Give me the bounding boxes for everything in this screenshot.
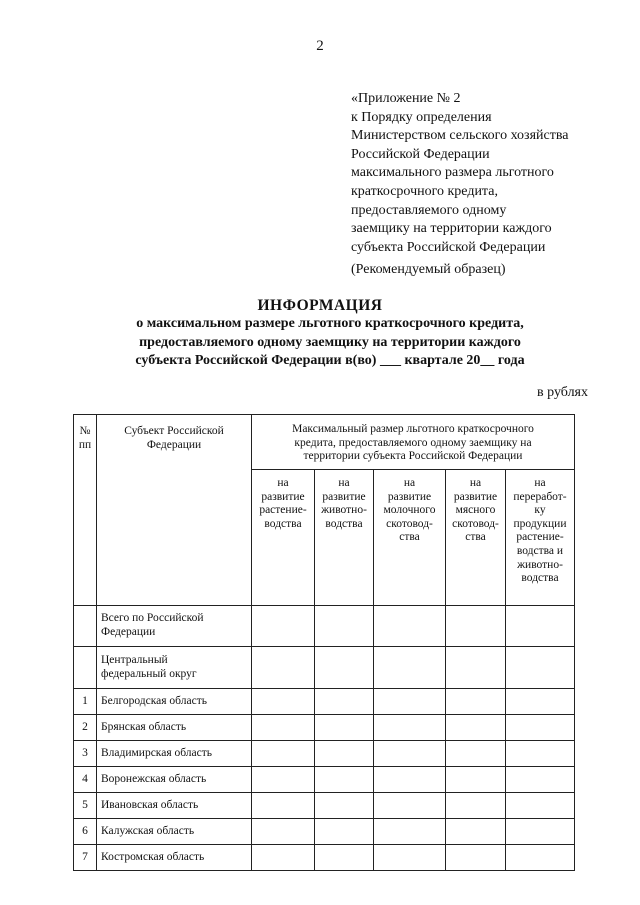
annex-line: предоставляемого одному: [351, 202, 507, 218]
header-sub-line: развитие: [322, 490, 366, 503]
credit-info-table: [73, 414, 575, 871]
table-cell: [506, 606, 575, 647]
row-subject-line: Белгородская область: [101, 694, 207, 707]
row-number: 1: [74, 689, 97, 715]
subtitle-line: о максимальном размере льготного краткосрочного кредита,: [136, 316, 524, 331]
table-row: [74, 819, 575, 845]
table-cell: [446, 793, 506, 819]
table-row: [74, 606, 575, 647]
unit-label: в рублях: [537, 385, 588, 400]
row-subject: [97, 647, 252, 689]
table-cell: [252, 793, 315, 819]
annex-line: максимального размера льготного: [351, 165, 554, 181]
header-subject-line: Федерации: [146, 438, 202, 451]
table-row: [74, 741, 575, 767]
row-subject: [97, 767, 252, 793]
header-group-line: Максимальный размер льготного краткосрочного: [292, 423, 534, 435]
row-number: 4: [74, 767, 97, 793]
table-cell: [446, 741, 506, 767]
header-sub-line: водства и: [516, 544, 564, 557]
row-subject-line: Воронежская область: [101, 772, 207, 785]
header-group-line: кредита, предоставляемого одному заемщику на: [294, 436, 532, 449]
header-group-line: территории субъекта Российской Федерации: [303, 450, 523, 463]
table-cell: [446, 647, 506, 689]
table-cell: [315, 689, 374, 715]
header-sub-line: переработ-: [513, 490, 567, 503]
table-cell: [446, 606, 506, 647]
header-sub-line: развитие: [387, 490, 432, 503]
header-sub-line: на: [403, 477, 416, 489]
table-cell: [315, 819, 374, 845]
header-dairy-cattle: [374, 470, 446, 606]
table-cell: [315, 767, 374, 793]
table-cell: [315, 606, 374, 647]
subtitle-line: предоставляемого одному заемщику на территории каждого: [139, 334, 521, 350]
document-subtitle: [60, 315, 600, 371]
table-cell: [446, 767, 506, 793]
header-sub-line: молочного: [383, 504, 436, 517]
row-subject: [97, 793, 252, 819]
table-cell: [252, 845, 315, 871]
table-cell: [446, 689, 506, 715]
header-sub-line: животно-: [321, 504, 367, 517]
table-row: [74, 715, 575, 741]
table-cell: [374, 647, 446, 689]
table-cell: [506, 689, 575, 715]
row-subject: [97, 819, 252, 845]
page-number: 2: [316, 38, 324, 54]
subtitle-line: субъекта Российской Федерации в(во) ___ квартале 20__ года: [135, 353, 525, 368]
table-cell: [315, 647, 374, 689]
table-cell: [506, 793, 575, 819]
row-number: [74, 606, 97, 647]
annex-line: краткосрочного кредита,: [351, 183, 498, 199]
row-number: 5: [74, 793, 97, 819]
header-crop-production: [252, 470, 315, 606]
table-cell: [252, 606, 315, 647]
table-cell: [374, 845, 446, 871]
header-sub-line: ства: [399, 531, 420, 544]
table-cell: [506, 845, 575, 871]
table-cell: [506, 647, 575, 689]
annex-line: заемщику на территории каждого: [351, 221, 552, 237]
table-cell: [506, 767, 575, 793]
header-livestock: [315, 470, 374, 606]
row-subject-line: Костромская область: [101, 850, 205, 863]
header-sub-line: продукции: [513, 517, 567, 530]
table-cell: [374, 606, 446, 647]
table-cell: [252, 767, 315, 793]
row-subject-line: Федерации: [101, 626, 156, 638]
table-cell: [315, 715, 374, 741]
row-subject: [97, 606, 252, 647]
header-sub-line: скотовод-: [386, 517, 433, 530]
header-beef-cattle: [446, 470, 506, 606]
row-subject: [97, 741, 252, 767]
sample-label: (Рекомендуемый образец): [351, 262, 506, 277]
table-cell: [315, 793, 374, 819]
header-sub-line: развитие: [261, 490, 305, 503]
header-no: [74, 415, 97, 606]
row-subject: [97, 689, 252, 715]
annex-block: [351, 90, 631, 257]
document-title: ИНФОРМАЦИЯ: [257, 297, 383, 314]
table-cell: [446, 819, 506, 845]
table-cell: [374, 793, 446, 819]
header-sub-line: водства: [521, 572, 559, 585]
row-number: 3: [74, 741, 97, 767]
row-subject-line: федеральный округ: [101, 667, 197, 680]
header-sub-line: развитие: [453, 490, 498, 503]
header-sub-line: растение-: [259, 504, 307, 517]
table-cell: [252, 715, 315, 741]
table-cell: [252, 819, 315, 845]
row-subject: [97, 715, 252, 741]
header-sub-line: на: [338, 477, 350, 489]
header-sub-line: растение-: [516, 531, 564, 544]
header-max-credit: [252, 415, 575, 470]
row-subject-line: Центральный: [101, 653, 168, 666]
row-subject-line: Всего по Российской: [101, 612, 204, 625]
header-subject: [97, 415, 252, 606]
table-cell: [315, 845, 374, 871]
table-cell: [252, 741, 315, 767]
table-row: [74, 845, 575, 871]
table-cell: [374, 741, 446, 767]
annex-line: к Порядку определения: [351, 109, 492, 125]
row-number: 7: [74, 845, 97, 871]
header-sub-line: животно-: [517, 558, 563, 571]
row-subject-line: Ивановская область: [101, 798, 199, 811]
table-row: [74, 689, 575, 715]
header-sub-line: скотовод-: [452, 517, 499, 530]
table-row: [74, 793, 575, 819]
table-cell: [446, 845, 506, 871]
row-number: 6: [74, 819, 97, 845]
row-subject-line: Калужская область: [101, 824, 195, 837]
header-sub-line: мясного: [455, 504, 496, 517]
table-cell: [446, 715, 506, 741]
header-sub-line: на: [277, 477, 289, 489]
row-number: [74, 647, 97, 689]
header-no-line: пп: [78, 438, 92, 451]
table-cell: [506, 715, 575, 741]
table-cell: [374, 819, 446, 845]
header-sub-line: на: [469, 477, 482, 489]
header-sub-line: ства: [465, 531, 486, 544]
table-cell: [315, 741, 374, 767]
row-subject: [97, 845, 252, 871]
table-cell: [374, 715, 446, 741]
row-number: 2: [74, 715, 97, 741]
header-subject-line: Субъект Российской: [124, 425, 224, 437]
annex-line: Российской Федерации: [351, 146, 490, 162]
header-sub-line: водства: [264, 517, 302, 530]
row-subject-line: Брянская область: [101, 720, 187, 733]
table-cell: [374, 689, 446, 715]
header-processing: [506, 470, 575, 606]
table-cell: [506, 819, 575, 845]
table-row: [74, 767, 575, 793]
table-cell: [252, 689, 315, 715]
table-row: [74, 647, 575, 689]
table-cell: [506, 741, 575, 767]
annex-line: Министерством сельского хозяйства: [351, 128, 569, 144]
table-cell: [374, 767, 446, 793]
header-sub-line: на: [534, 477, 546, 489]
table-cell: [252, 647, 315, 689]
header-sub-line: водства: [325, 517, 363, 530]
annex-line: субъекта Российской Федерации: [351, 239, 546, 255]
annex-line: «Приложение № 2: [351, 91, 461, 106]
header-sub-line: ку: [534, 504, 546, 517]
header-no-line: №: [79, 425, 91, 437]
row-subject-line: Владимирская область: [101, 746, 213, 759]
